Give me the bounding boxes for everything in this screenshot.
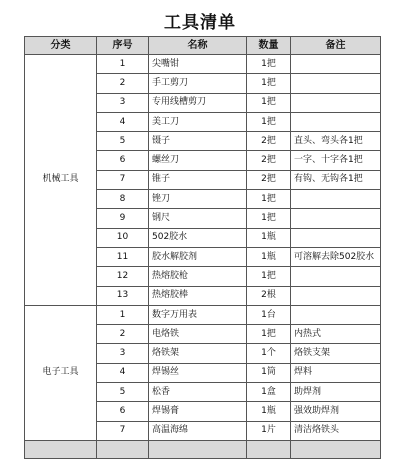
notes-cell: 一字、十字各1把 bbox=[291, 151, 381, 170]
number-cell: 6 bbox=[97, 402, 149, 421]
tool-table bbox=[24, 36, 381, 459]
number-cell: 5 bbox=[97, 383, 149, 402]
name-cell: 热熔胶棒 bbox=[149, 286, 247, 305]
notes-cell: 焊料 bbox=[291, 363, 381, 382]
number-cell: 7 bbox=[97, 170, 149, 189]
number-cell: 10 bbox=[97, 228, 149, 247]
header-row bbox=[25, 37, 381, 55]
quantity-cell: 1把 bbox=[247, 209, 291, 228]
notes-cell bbox=[291, 228, 381, 247]
header-name: 名称 bbox=[149, 37, 247, 55]
header-number: 序号 bbox=[97, 37, 149, 55]
name-cell: 胶水解胶剂 bbox=[149, 247, 247, 266]
quantity-cell: 2把 bbox=[247, 151, 291, 170]
category-cell: 电子工具 bbox=[25, 305, 97, 440]
name-cell: 焊锡膏 bbox=[149, 402, 247, 421]
footer-cell bbox=[247, 440, 291, 458]
footer-row bbox=[25, 440, 381, 458]
name-cell: 热熔胶枪 bbox=[149, 267, 247, 286]
quantity-cell: 1瓶 bbox=[247, 402, 291, 421]
name-cell: 高温海绵 bbox=[149, 421, 247, 440]
number-cell: 5 bbox=[97, 132, 149, 151]
header-category: 分类 bbox=[25, 37, 97, 55]
notes-cell bbox=[291, 190, 381, 209]
quantity-cell: 1盒 bbox=[247, 383, 291, 402]
notes-cell bbox=[291, 55, 381, 74]
quantity-cell: 1把 bbox=[247, 112, 291, 131]
footer-cell bbox=[25, 440, 97, 458]
notes-cell: 助焊剂 bbox=[291, 383, 381, 402]
table-row bbox=[25, 55, 381, 74]
number-cell: 1 bbox=[97, 305, 149, 324]
header-quantity: 数量 bbox=[247, 37, 291, 55]
name-cell: 螺丝刀 bbox=[149, 151, 247, 170]
name-cell: 美工刀 bbox=[149, 112, 247, 131]
notes-cell: 有钩、无钩各1把 bbox=[291, 170, 381, 189]
footer-cell bbox=[97, 440, 149, 458]
notes-cell: 可溶解去除502胶水 bbox=[291, 247, 381, 266]
number-cell: 9 bbox=[97, 209, 149, 228]
quantity-cell: 2把 bbox=[247, 132, 291, 151]
notes-cell bbox=[291, 209, 381, 228]
notes-cell: 清洁烙铁头 bbox=[291, 421, 381, 440]
number-cell: 8 bbox=[97, 190, 149, 209]
name-cell: 镊子 bbox=[149, 132, 247, 151]
number-cell: 7 bbox=[97, 421, 149, 440]
footer-cell bbox=[149, 440, 247, 458]
notes-cell bbox=[291, 93, 381, 112]
number-cell: 6 bbox=[97, 151, 149, 170]
header-notes: 备注 bbox=[291, 37, 381, 55]
number-cell: 2 bbox=[97, 74, 149, 93]
name-cell: 焊锡丝 bbox=[149, 363, 247, 382]
category-cell: 机械工具 bbox=[25, 55, 97, 306]
name-cell: 手工剪刀 bbox=[149, 74, 247, 93]
quantity-cell: 1瓶 bbox=[247, 228, 291, 247]
quantity-cell: 1把 bbox=[247, 267, 291, 286]
number-cell: 4 bbox=[97, 112, 149, 131]
quantity-cell: 1把 bbox=[247, 74, 291, 93]
name-cell: 尖嘴钳 bbox=[149, 55, 247, 74]
name-cell: 烙铁架 bbox=[149, 344, 247, 363]
number-cell: 4 bbox=[97, 363, 149, 382]
table-row bbox=[25, 305, 381, 324]
name-cell: 电烙铁 bbox=[149, 325, 247, 344]
name-cell: 数字万用表 bbox=[149, 305, 247, 324]
table-body bbox=[25, 55, 381, 459]
quantity-cell: 1个 bbox=[247, 344, 291, 363]
quantity-cell: 2根 bbox=[247, 286, 291, 305]
notes-cell: 内热式 bbox=[291, 325, 381, 344]
quantity-cell: 1把 bbox=[247, 325, 291, 344]
number-cell: 3 bbox=[97, 344, 149, 363]
number-cell: 2 bbox=[97, 325, 149, 344]
notes-cell bbox=[291, 305, 381, 324]
notes-cell: 直头、弯头各1把 bbox=[291, 132, 381, 151]
notes-cell bbox=[291, 112, 381, 131]
name-cell: 专用线槽剪刀 bbox=[149, 93, 247, 112]
footer-cell bbox=[291, 440, 381, 458]
number-cell: 3 bbox=[97, 93, 149, 112]
quantity-cell: 1台 bbox=[247, 305, 291, 324]
quantity-cell: 1筒 bbox=[247, 363, 291, 382]
quantity-cell: 1把 bbox=[247, 190, 291, 209]
number-cell: 1 bbox=[97, 55, 149, 74]
quantity-cell: 2把 bbox=[247, 170, 291, 189]
number-cell: 13 bbox=[97, 286, 149, 305]
quantity-cell: 1瓶 bbox=[247, 247, 291, 266]
number-cell: 11 bbox=[97, 247, 149, 266]
name-cell: 锉刀 bbox=[149, 190, 247, 209]
page-title: 工具清单 bbox=[164, 13, 236, 33]
notes-cell bbox=[291, 267, 381, 286]
name-cell: 502胶水 bbox=[149, 228, 247, 247]
number-cell: 12 bbox=[97, 267, 149, 286]
quantity-cell: 1片 bbox=[247, 421, 291, 440]
name-cell: 松香 bbox=[149, 383, 247, 402]
notes-cell: 烙铁支架 bbox=[291, 344, 381, 363]
name-cell: 钢尺 bbox=[149, 209, 247, 228]
notes-cell bbox=[291, 286, 381, 305]
quantity-cell: 1把 bbox=[247, 55, 291, 74]
quantity-cell: 1把 bbox=[247, 93, 291, 112]
notes-cell: 强效助焊剂 bbox=[291, 402, 381, 421]
notes-cell bbox=[291, 74, 381, 93]
name-cell: 锥子 bbox=[149, 170, 247, 189]
